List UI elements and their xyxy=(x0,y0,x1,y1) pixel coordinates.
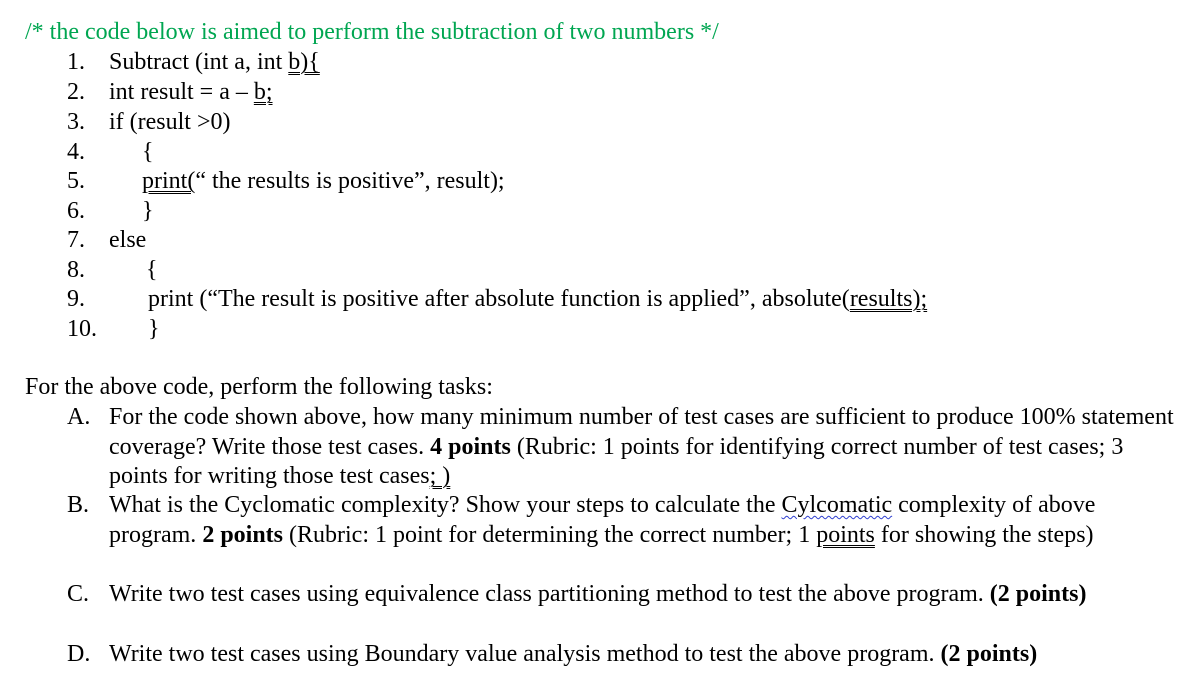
code-line: else xyxy=(109,227,147,253)
tasks-intro: For the above code, perform the following tasks: xyxy=(25,374,493,400)
task-d-letter: D. xyxy=(67,641,91,667)
line-number: 10. xyxy=(67,316,97,342)
task-a-text-2: (Rubric: 1 points for identifying correct number of test cases; 3 points for writing those test cases xyxy=(109,433,1124,489)
line-number: 3. xyxy=(67,109,85,135)
code-comment: /* the code below is aimed to perform the subtraction of two numbers */ xyxy=(25,19,719,45)
task-c-text xyxy=(109,580,1179,610)
code-text: “ the results is positive”, result); xyxy=(195,168,505,194)
code-line: if (result >0) xyxy=(109,109,231,135)
task-c-letter: C. xyxy=(67,581,90,607)
task-a-points: 4 points xyxy=(430,433,511,460)
code-text: Subtract (int a, int xyxy=(109,49,289,75)
task-b-text-1: What is the Cyclomatic complexity? Show your steps to calculate the xyxy=(109,492,782,518)
line-number: 2. xyxy=(67,79,85,105)
task-d-points: (2 points) xyxy=(940,641,1038,667)
line-number: 9. xyxy=(67,286,85,312)
task-d-text-1: Write two test cases using Boundary value analysis method to test the above program. xyxy=(109,641,941,667)
code-text: print (“The result is positive after absolute function is applied”, absolute( xyxy=(148,286,850,312)
code-line: { xyxy=(146,257,158,283)
code-line: { xyxy=(142,139,154,165)
line-number: 1. xyxy=(67,49,85,75)
code-line xyxy=(142,167,505,195)
code-line xyxy=(109,78,273,106)
code-underlined: print( xyxy=(142,168,196,194)
line-number: 8. xyxy=(67,257,85,283)
line-number: 5. xyxy=(67,168,85,194)
line-number: 6. xyxy=(67,198,85,224)
code-text: int result = a – xyxy=(109,79,254,105)
task-b-points: 2 points xyxy=(202,521,284,548)
task-b-misspelled: Cylcomatic xyxy=(781,492,893,518)
task-a-underlined: ; ) xyxy=(429,463,451,489)
task-b-text-4: for showing the steps) xyxy=(874,521,1094,548)
code-line: } xyxy=(148,316,160,342)
task-a-text-1: For the code shown above, how many minimum number of test cases are sufficient to produce 100% statement coverage? Write those test cases. xyxy=(109,404,1174,460)
task-c-text-1: Write two test cases using equivalence class partitioning method to test the above program. xyxy=(109,581,990,607)
code-line xyxy=(109,48,320,76)
task-a-letter: A. xyxy=(67,404,91,430)
task-b-text-2: complexity of above program. xyxy=(109,492,1096,548)
line-number: 4. xyxy=(67,139,85,165)
task-a-text xyxy=(109,403,1179,492)
code-underlined: b; xyxy=(253,79,273,105)
code-underlined: results); xyxy=(849,286,928,312)
code-underlined: b){ xyxy=(288,49,320,75)
task-b-text xyxy=(109,491,1179,550)
task-c-points: (2 points) xyxy=(989,581,1087,607)
task-b-text-3: (Rubric: 1 point for determining the correct number; 1 xyxy=(283,521,817,548)
task-b-underlined: points xyxy=(816,521,875,548)
line-number: 7. xyxy=(67,227,85,253)
task-d-text xyxy=(109,640,1179,670)
task-b-letter: B. xyxy=(67,492,90,518)
code-line: } xyxy=(142,198,154,224)
code-line xyxy=(148,285,927,313)
